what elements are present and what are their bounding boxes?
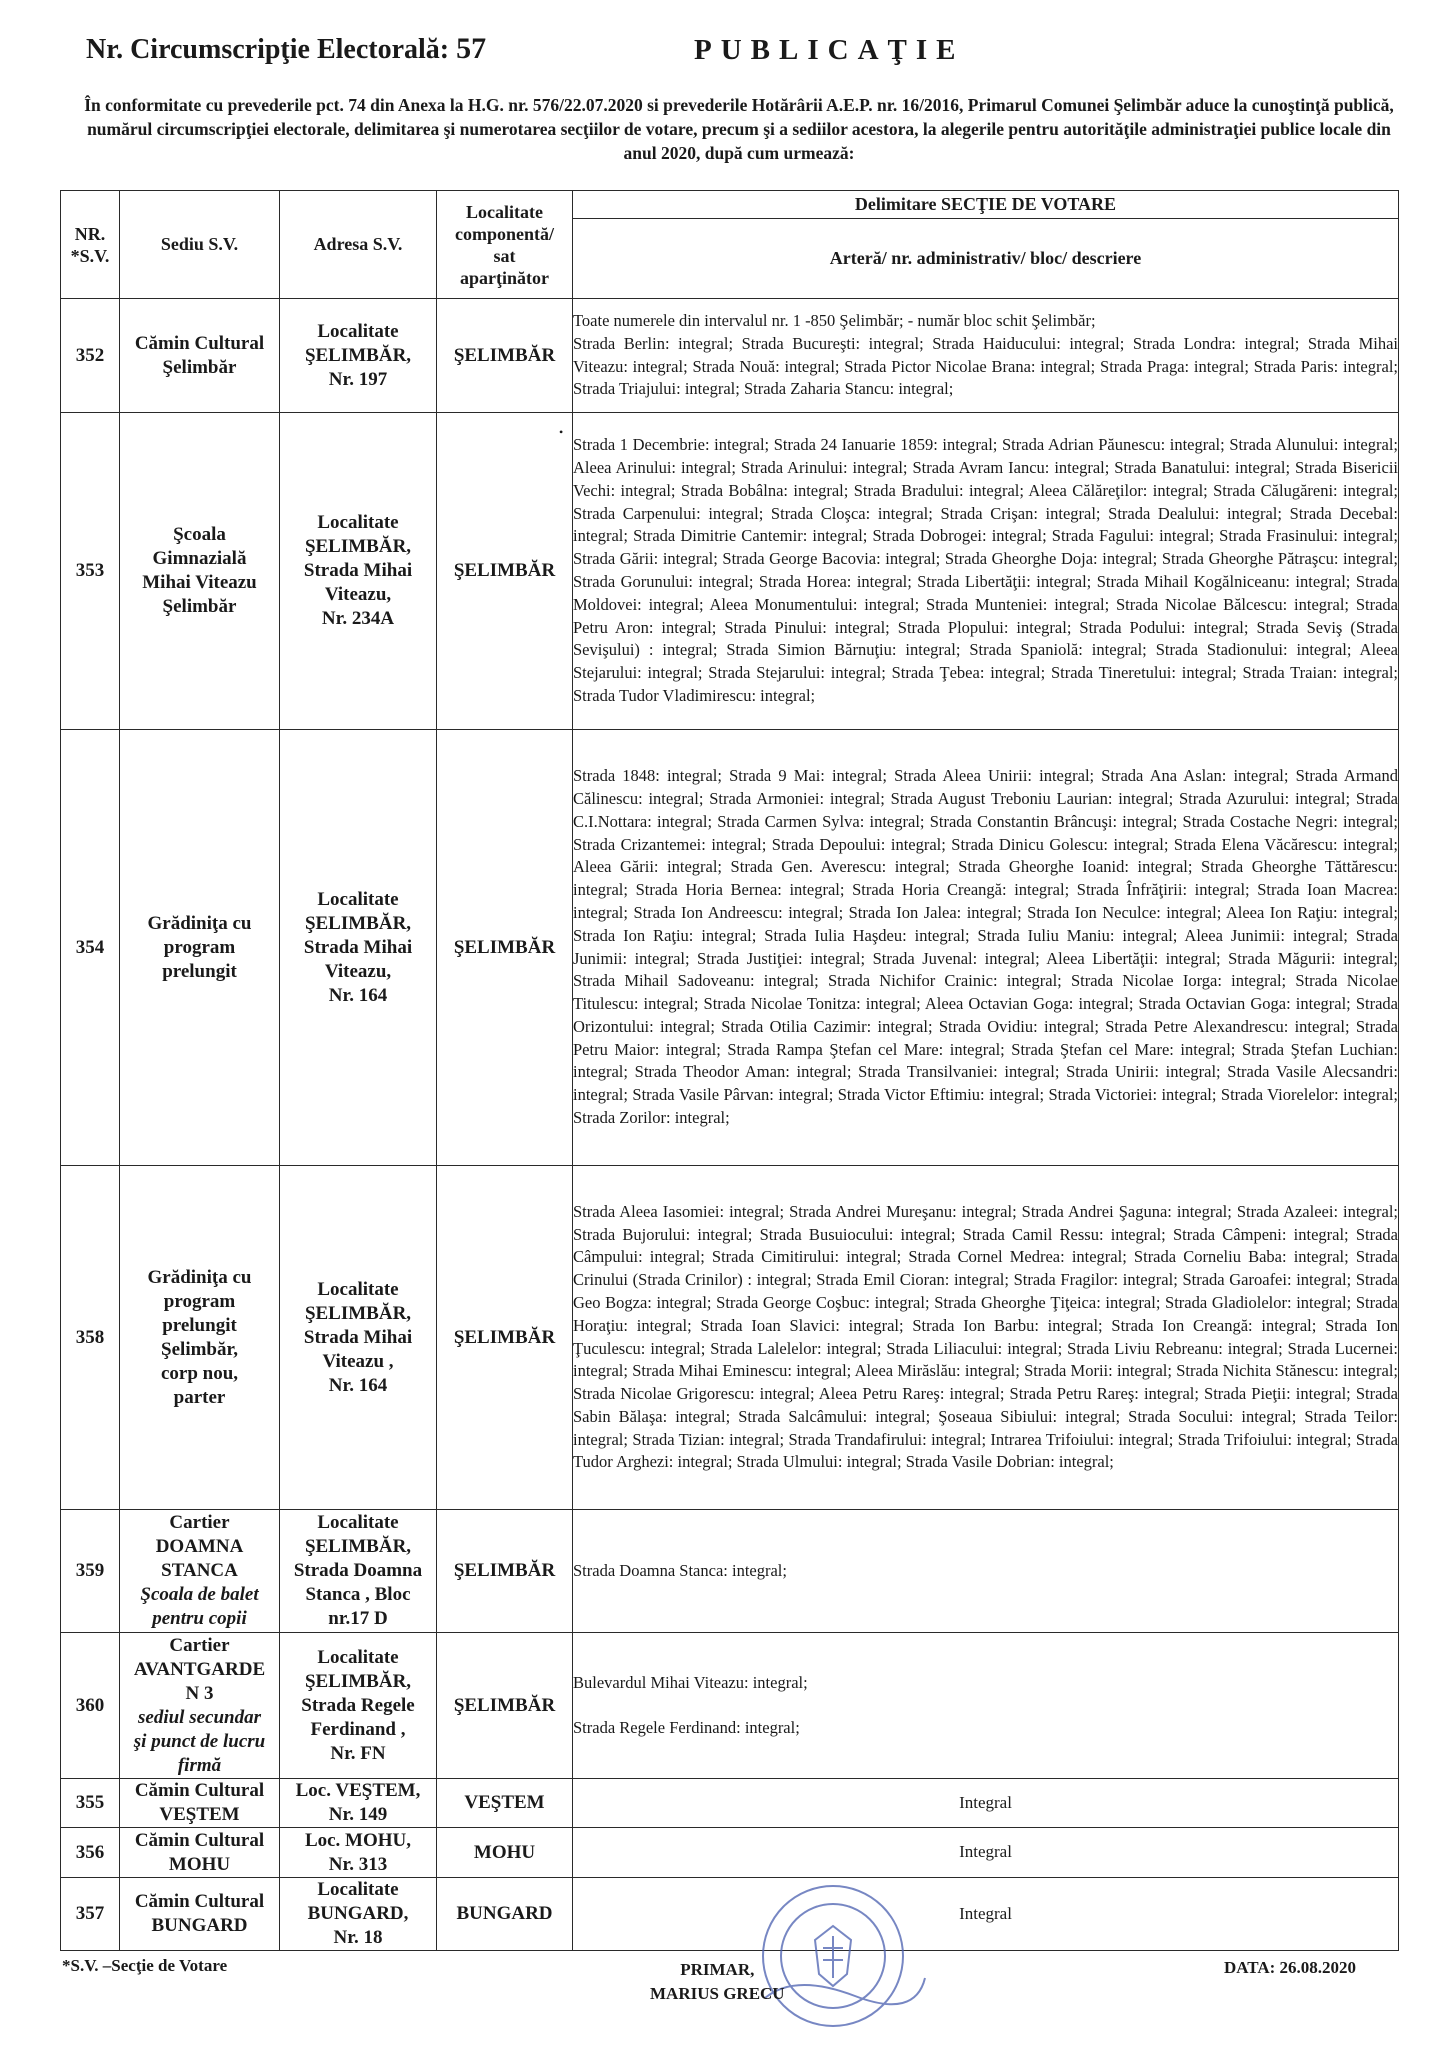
station-number: 353 [61,413,120,730]
header-delimitare: Delimitare SECŢIE DE VOTARE [573,191,1399,219]
table-row [61,1633,1399,1779]
station-locality: ŞELIMBĂR [437,730,573,1166]
table-row [61,1828,1399,1878]
station-venue: Cămin Cultural MOHU [120,1828,280,1878]
station-address: Localitate ŞELIMBĂR, Strada Doamna Stanca , Bloc nr.17 D [280,1510,437,1633]
station-locality: BUNGARD [437,1878,573,1951]
station-venue: Cartier DOAMNA STANCA Şcoala de balet pentru copii [120,1510,280,1633]
station-venue: Cămin Cultural Şelimbăr [120,299,280,413]
station-address: Loc. MOHU, Nr. 313 [280,1828,437,1878]
station-locality: ŞELIMBĂR [437,299,573,413]
station-locality: VEŞTEM [437,1779,573,1828]
station-venue: Grădiniţa cu program prelungit Şelimbăr, corp nou, parter [120,1166,280,1510]
station-address: Localitate BUNGARD, Nr. 18 [280,1878,437,1951]
signature-title: PRIMAR, [680,1960,755,1979]
intro-paragraph: În conformitate cu prevederile pct. 74 din Anexa la H.G. nr. 576/22.07.2020 si prevederile Hotărârii A.E.P. nr. 16/2016, Primarul Comunei Şelimbăr aduce la cunoştinţă publică, numărul circumscripţiei electorale, delimitarea şi numerotarea secţiilor de votare, precum şi a sediilor acestora, la alegerile pentru autorităţile administraţiei publice locale din anul 2020, după cum urmează: [84,95,1394,163]
station-number: 357 [61,1878,120,1951]
footnote: *S.V. –Secţie de Votare [62,1956,228,1975]
header-localitate: Localitate componentă/ sat aparţinător [437,191,573,299]
table-row [61,413,1399,730]
station-venue: Grădiniţa cu program prelungit [120,730,280,1166]
station-locality: MOHU [437,1828,573,1878]
station-address: Loc. VEŞTEM, Nr. 149 [280,1779,437,1828]
station-delimitation: Integral [573,1878,1399,1951]
station-address: Localitate ŞELIMBĂR, Strada Mihai Viteazu , Nr. 164 [280,1166,437,1510]
signature-name: MARIUS GRECU [650,1984,785,2003]
station-venue: Cămin Cultural BUNGARD [120,1878,280,1951]
polling-stations-table [60,190,1399,1951]
header-nr: NR. *S.V. [61,191,120,299]
table-row [61,730,1399,1166]
station-locality: ŞELIMBĂR [437,413,573,730]
station-venue: Şcoala Gimnazială Mihai Viteazu Şelimbăr [120,413,280,730]
station-locality: ŞELIMBĂR [437,1166,573,1510]
station-number: 352 [61,299,120,413]
station-locality: ŞELIMBĂR [437,1633,573,1779]
table-header-row [61,191,1399,219]
station-delimitation: Bulevardul Mihai Viteazu: integral; Strada Regele Ferdinand: integral; [573,1633,1399,1779]
signature-block [650,1958,785,2006]
station-number: 358 [61,1166,120,1510]
table-row [61,1510,1399,1633]
station-delimitation: Integral [573,1779,1399,1828]
station-delimitation: Toate numerele din intervalul nr. 1 -850 Şelimbăr; - număr bloc schit Şelimbăr; Strada Berlin: integral; Strada Bucureşti: integral; Strada Haiducului: integral; Strada Londra: integral; Strada Mihai Viteazu: integral; Strada Nouă: integral; Strada Pictor Nicolae Brana: integral; Strada Praga: integral; Strada Paris: integral; Strada Triajului: integral; Strada Zaharia Stancu: integral; [573,299,1399,413]
station-number: 360 [61,1633,120,1779]
document-date: DATA: 26.08.2020 [1224,1958,1357,1977]
station-address: Localitate ŞELIMBĂR, Strada Regele Ferdinand , Nr. FN [280,1633,437,1779]
station-address: Localitate ŞELIMBĂR, Strada Mihai Viteazu, Nr. 234A [280,413,437,730]
station-number: 359 [61,1510,120,1633]
station-delimitation: Strada Doamna Stanca: integral; [573,1510,1399,1633]
station-delimitation: Strada 1 Decembrie: integral; Strada 24 Ianuarie 1859: integral; Strada Adrian Păunescu: integral; Strada Alunului: integral; Aleea Arinului: integral; Strada Arinului: integral; Strada Avram Iancu: integral; Strada Banatului: integral; Strada Bisericii Vechi: integral; Strada Bobâlna: integral; Strada Bradului: integral; Aleea Călăreţilor: integral; Strada Călugăreni: integral; Strada Carpenului: integral; Strada Cloşca: integral; Strada Crişan: integral; Strada Dealului: integral; Strada Decebal: integral; Strada Dimitrie Cantemir: integral; Strada Dobrogei: integral; Strada Fagului: integral; Strada Frasinului: integral; Strada Gării: integral; Strada George Bacovia: integral; Strada Gheorghe Doja: integral; Strada Gheorghe Pătraşcu: integral; Strada Gorunului: integral; Strada Horea: integral; Strada Libertăţii: integral; Strada Mihail Kogălniceanu: integral; Strada Moldovei: integral; Aleea Monumentului: integral; Strada Munteniei: integral; Strada Nicolae Bălcescu: integral; Strada Petru Aron: integral; Strada Pinului: integral; Strada Plopului: integral; Strada Podului: integral; Strada Seviş (Strada Sevişului) : integral; Strada Simion Bărnuţiu: integral; Strada Spaniolă: integral; Strada Stadionului: integral; Aleea Stejarului: integral; Strada Stejarului: integral; Strada Ţebea: integral; Strada Tineretului: integral; Strada Traian: integral; Strada Tudor Vladimirescu: integral; [573,413,1399,730]
station-delimitation: Integral [573,1828,1399,1878]
table-row [61,299,1399,413]
header-artera: Arteră/ nr. administrativ/ bloc/ descriere [573,219,1399,299]
circumscriptie-number: 57 [456,32,487,65]
station-number: 354 [61,730,120,1166]
header-adresa: Adresa S.V. [280,191,437,299]
header-sediu: Sediu S.V. [120,191,280,299]
station-venue: Cămin Cultural VEŞTEM [120,1779,280,1828]
station-delimitation: Strada Aleea Iasomiei: integral; Strada Andrei Mureşanu: integral; Strada Andrei Şaguna: integral; Strada Azaleei: integral; Strada Bujorului: integral; Strada Busuiocului: integral; Strada Camil Ressu: integral; Strada Câmpeni: integral; Strada Câmpului: integral; Strada Cimitirului: integral; Strada Cornel Medrea: integral; Strada Corneliu Baba: integral; Strada Crinului (Strada Crinilor) : integral; Strada Emil Cioran: integral; Strada Fragilor: integral; Strada Garoafei: integral; Strada Geo Bogza: integral; Strada George Coşbuc: integral; Strada Gheorghe Ţiţeica: integral; Strada Gladiolelor: integral; Strada Horaţiu: integral; Strada Ioan Slavici: integral; Strada Ion Barbu: integral; Strada Ion Creangă: integral; Strada Ion Ţuculescu: integral; Strada Lalelelor: integral; Strada Liliacului: integral; Strada Liviu Rebreanu: integral; Strada Lucernei: integral; Strada Mihai Eminescu: integral; Aleea Mirăslău: integral; Strada Morii: integral; Strada Nichita Stănescu: integral; Strada Nicolae Grigorescu: integral; Aleea Petru Rareş: integral; Strada Petru Rareş: integral; Strada Pieţii: integral; Strada Sabin Bălaşa: integral; Strada Salcâmului: integral; Şoseaua Sibiului: integral; Strada Socului: integral; Strada Teilor: integral; Strada Tizian: integral; Strada Trandafirului: integral; Intrarea Trifoiului: integral; Strada Trifoiului: integral; Strada Tudor Arghezi: integral; Strada Ulmului: integral; Strada Vasile Dobrian: integral; [573,1166,1399,1510]
table-row [61,1779,1399,1828]
station-venue: Cartier AVANTGARDE N 3 sediul secundar şi punct de lucru firmă [120,1633,280,1779]
station-locality: ŞELIMBĂR [437,1510,573,1633]
circumscriptie-label: Nr. Circumscripţie Electorală: [86,34,450,65]
stray-mark: • [559,425,564,439]
table-row [61,1166,1399,1510]
table-row [61,1878,1399,1951]
station-address: Localitate ŞELIMBĂR, Nr. 197 [280,299,437,413]
station-address: Localitate ŞELIMBĂR, Strada Mihai Viteazu, Nr. 164 [280,730,437,1166]
document-title: PUBLICAŢIE [694,34,965,66]
station-number: 355 [61,1779,120,1828]
circumscriptie-heading [86,32,486,66]
station-number: 356 [61,1828,120,1878]
station-delimitation: Strada 1848: integral; Strada 9 Mai: integral; Strada Aleea Unirii: integral; Strada Ana Aslan: integral; Strada Armand Călinescu: integral; Strada Armoniei: integral; Strada August Treboniu Laurian: integral; Strada Azurului: integral; Strada C.I.Nottara: integral; Strada Carmen Sylva: integral; Strada Constantin Brâncuşi: integral; Strada Costache Negri: integral; Strada Crizantemei: integral; Strada Depoului: integral; Strada Dinicu Golescu: integral; Strada Elena Văcărescu: integral; Aleea Gării: integral; Strada Gen. Averescu: integral; Strada Gheorghe Ioanid: integral; Strada Gheorghe Tăttărescu: integral; Strada Horia Bernea: integral; Strada Horia Creangă: integral; Strada Înfrăţirii: integral; Strada Ioan Macrea: integral; Strada Ion Andreescu: integral; Strada Ion Jalea: integral; Strada Ion Neculce: integral; Aleea Ion Raţiu: integral; Strada Ion Raţiu: integral; Strada Iulia Haşdeu: integral; Strada Iuliu Maniu: integral; Aleea Junimii: integral; Strada Junimii: integral; Strada Justiţiei: integral; Strada Juvenal: integral; Aleea Libertăţii: integral; Strada Măgurii: integral; Strada Mihail Sadoveanu: integral; Strada Nichifor Crainic: integral; Strada Nicolae Iorga: integral; Strada Nicolae Titulescu: integral; Strada Nicolae Tonitza: integral; Aleea Octavian Goga: integral; Strada Octavian Goga: integral; Strada Orizontului: integral; Strada Otilia Cazimir: integral; Strada Ovidiu: integral; Strada Petre Alexandrescu: integral; Strada Petru Maior: integral; Strada Rampa Ştefan cel Mare: integral; Strada Ştefan cel Mare: integral; Strada Ştefan Luchian: integral; Strada Theodor Aman: integral; Strada Transilvaniei: integral; Strada Unirii: integral; Strada Vasile Alecsandri: integral; Strada Vasile Pârvan: integral; Strada Victor Eftimiu: integral; Strada Victoriei: integral; Strada Viorelelor: integral; Strada Zorilor: integral; [573,730,1399,1166]
